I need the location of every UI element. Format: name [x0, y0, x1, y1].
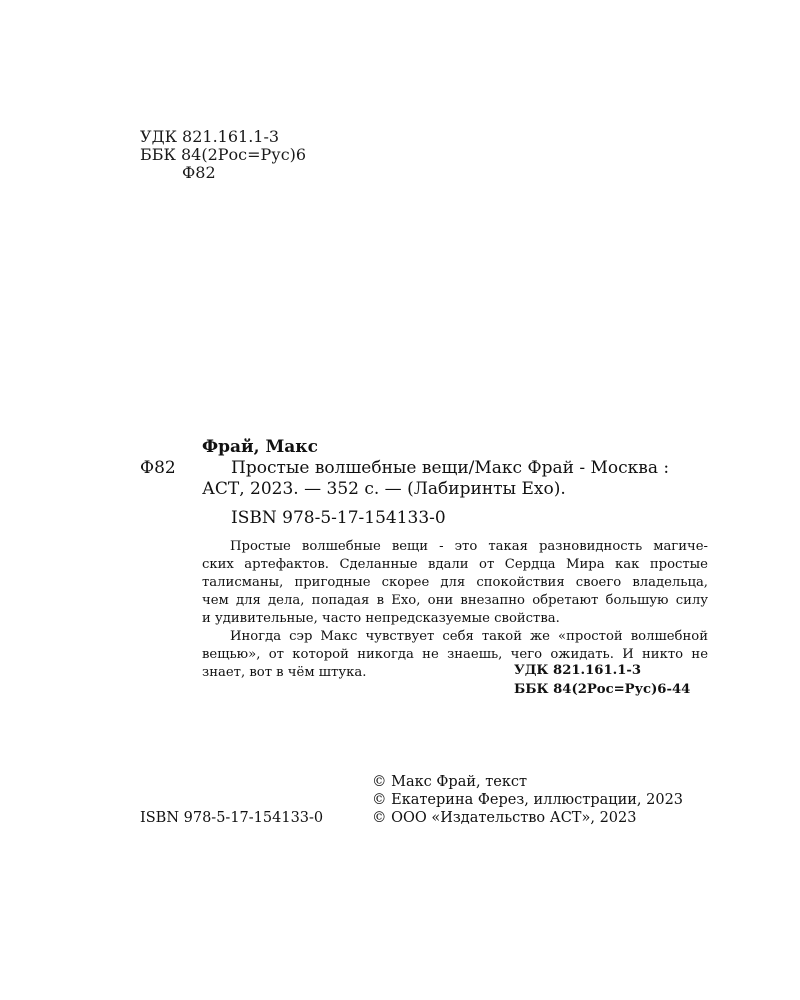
- bottom-isbn: ISBN 978-5-17-154133-0: [140, 810, 324, 826]
- annotation-line: знает, вот в чём штука.: [202, 665, 367, 680]
- annotation-line: и удивительные, часто непредсказуемые свойства.: [202, 611, 560, 626]
- copyright-line: © Екатерина Ферез, иллюстрации, 2023: [372, 792, 684, 808]
- annotation-line: чем для дела, попадая в Ехо, они внезапно обретают большую силу: [202, 593, 708, 608]
- annotation-line: талисманы, пригодные скорее для спокойствия своего владельца,: [202, 575, 708, 590]
- author-mark-top: Ф82: [182, 163, 216, 182]
- annotation-udk: УДК 821.161.1-3: [514, 663, 642, 678]
- copyright-line: © Макс Фрай, текст: [372, 774, 528, 790]
- annotation-line: Простые волшебные вещи - это такая разновидность магиче-: [230, 539, 708, 554]
- annotation-line: ских артефактов. Сделанные вдали от Сердца Мира как простые: [202, 557, 708, 572]
- annotation-bbk: ББК 84(2Рос=Рус)6-44: [514, 682, 691, 697]
- entry-title-line-1: Простые волшебные вещи/Макс Фрай - Москва :: [231, 458, 670, 478]
- entry-isbn: ISBN 978-5-17-154133-0: [231, 508, 446, 528]
- annotation-line: Иногда сэр Макс чувствует себя такой же «простой волшебной: [230, 629, 708, 644]
- bbk-code-top: ББК 84(2Рос=Рус)6: [140, 145, 307, 164]
- entry-author: Фрай, Макс: [202, 437, 318, 457]
- udk-code-top: УДК 821.161.1-3: [140, 127, 280, 146]
- entry-cipher: Ф82: [140, 458, 176, 478]
- annotation-line: вещью», от которой никогда не знаешь, чего ожидать. И никто не: [202, 647, 708, 662]
- copyright-line: © ООО «Издательство АСТ», 2023: [372, 810, 637, 826]
- entry-title-line-2: АСТ, 2023. — 352 с. — (Лабиринты Ехо).: [202, 479, 566, 499]
